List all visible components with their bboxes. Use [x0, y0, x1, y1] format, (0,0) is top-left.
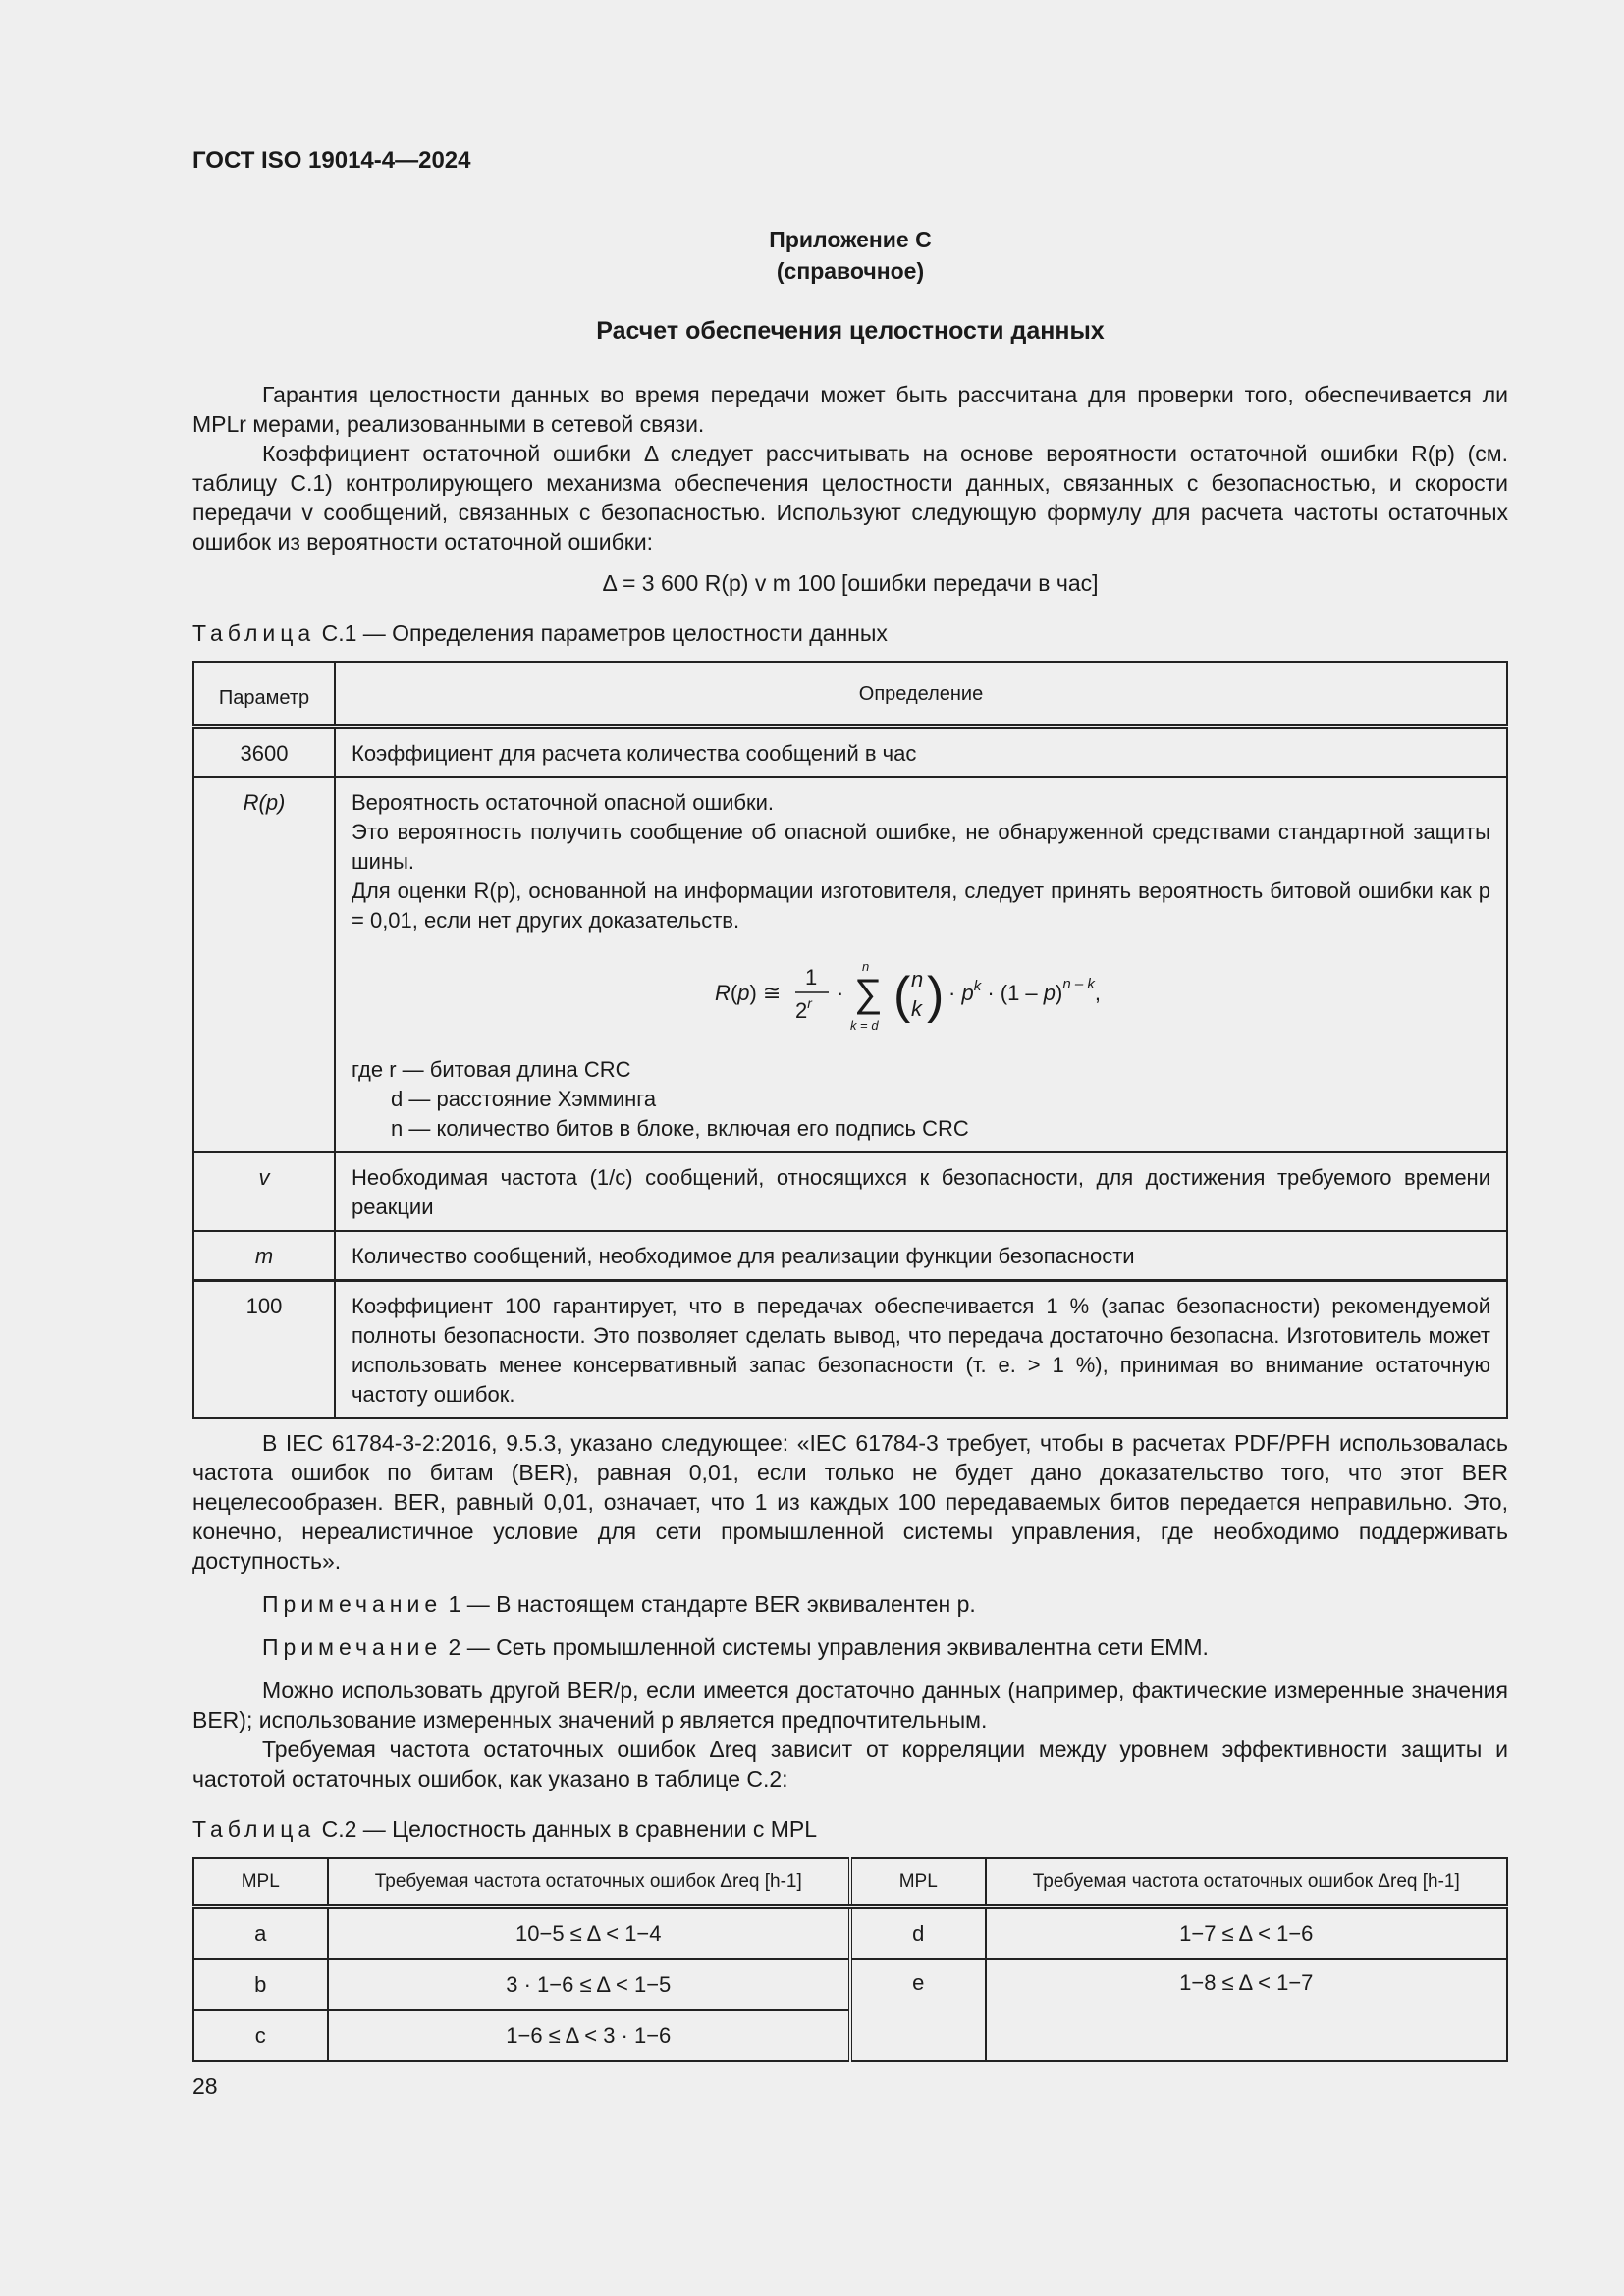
svg-text:n: n	[911, 967, 924, 991]
column-header-required-rate: Требуемая частота остаточных ошибок Δreq [h-1]	[328, 1858, 850, 1907]
svg-text:n: n	[862, 959, 870, 974]
delta-req-paragraph: Требуемая частота остаточных ошибок Δreq зависит от корреляции между уровнем эффективности защиты и частотой остаточных ошибок, как указано в таблице С.2:	[192, 1736, 1508, 1791]
rp-formula	[352, 955, 1490, 1041]
table-c1	[192, 661, 1508, 1419]
column-header-definition: Определение	[335, 662, 1507, 727]
table-row	[193, 777, 1507, 1152]
column-header-required-rate: Требуемая частота остаточных ошибок Δreq [h-1]	[986, 1858, 1507, 1907]
svg-text:1: 1	[805, 965, 818, 989]
rp-detail-2: Для оценки R(p), основанной на информации изготовителя, следует принять вероятность битовой ошибки как p = 0,01, если нет других доказательств.	[352, 879, 1490, 933]
param-cell: 100	[193, 1281, 335, 1419]
required-rate-cell: 3 · 1−6 ≤ Δ < 1−5	[328, 1959, 850, 2010]
page-number: 28	[192, 2073, 218, 2099]
table1-caption-label: Таблица	[192, 620, 316, 646]
section-title: Расчет обеспечения целостности данных	[596, 317, 1105, 345]
svg-text:(: (	[893, 967, 911, 1024]
required-rate-cell: 1−8 ≤ Δ < 1−7	[986, 1959, 1507, 2061]
annex-heading	[192, 224, 1508, 287]
table-row	[193, 1231, 1507, 1281]
column-header-param: Параметр	[193, 662, 335, 727]
table-row	[193, 1152, 1507, 1231]
note-label: Примечание	[262, 1591, 443, 1617]
ber-paragraph: Можно использовать другой BER/p, если имеется достаточно данных (например, фактические измеренные значения BER); использование измеренных значений p является предпочтительным.	[192, 1678, 1508, 1733]
table-c2	[192, 1857, 1508, 2062]
rp-definition: Вероятность остаточной опасной ошибки.	[352, 790, 775, 815]
svg-text:): )	[927, 967, 945, 1024]
definition-cell: Коэффициент 100 гарантирует, что в передачах обеспечивается 1 % (запас безопасности) рекомендуемой полноты безопасности. Это позволяет сделать вывод, что передача достаточно безопасна. Изготовитель может использовать менее консервативный запас безопасности (т. е. > 1 %), принимая во внимание остаточную частоту ошибок.	[335, 1281, 1507, 1419]
table-row	[193, 1959, 1507, 2010]
iec-paragraph: В IEC 61784-3-2:2016, 9.5.3, указано следующее: «IEC 61784-3 требует, чтобы в расчетах PDF/PFH использовалась частота ошибок по битам (BER), равная 0,01, если только не будет дано доказательство того, что этот BER нецелесообразен. BER, равный 0,01, означает, что 1 из каждых 100 передаваемых битов передается неправильно. Это, конечно, нереалистичное условие для сети промышленной системы управления, где необходимо поддерживать доступность».	[192, 1430, 1508, 1574]
rp-formula-graphic	[715, 955, 1127, 1034]
intro-paragraph-2: Коэффициент остаточной ошибки Δ следует рассчитывать на основе вероятности остаточной ошибки R(p) (см. таблицу С.1) контролирующего механизма обеспечения целостности данных, связанных с безопасностью, и скорости передачи v сообщений, связанных с безопасностью. Используют следующую формулу для расчета частоты остаточных ошибок из вероятности остаточной ошибки:	[192, 441, 1508, 555]
required-rate-cell: 1−6 ≤ Δ < 3 · 1−6	[328, 2010, 850, 2061]
column-header-mpl: MPL	[193, 1858, 328, 1907]
annex-title: Приложение С	[769, 227, 932, 252]
table-header-row	[193, 662, 1507, 727]
table1-caption	[192, 618, 888, 648]
column-header-mpl: MPL	[850, 1858, 986, 1907]
table2-caption	[192, 1814, 817, 1843]
table-row	[193, 1907, 1507, 1960]
param-cell	[193, 777, 335, 1152]
annex-type: (справочное)	[776, 258, 925, 284]
note-1-text: 1 — В настоящем стандарте BER эквивалентен p.	[442, 1591, 976, 1617]
svg-text:·: ·	[837, 981, 844, 1005]
table2-caption-label: Таблица	[192, 1816, 316, 1842]
rp-where-n: n — количество битов в блоке, включая его подпись CRC	[391, 1116, 969, 1141]
definition-cell: Необходимая частота (1/с) сообщений, относящихся к безопасности, для достижения требуемого времени реакции	[335, 1152, 1507, 1231]
table2-caption-text: С.2 — Целостность данных в сравнении с MPL	[315, 1816, 818, 1842]
body-block-2	[192, 1428, 1508, 1793]
required-rate-cell: 1−7 ≤ Δ < 1−6	[986, 1907, 1507, 1960]
svg-text:R(p) ≅: R(p) ≅	[715, 981, 782, 1005]
mpl-cell: a	[193, 1907, 328, 1960]
svg-text:2r: 2$^r$	[795, 995, 812, 1023]
rp-where-r: где r — битовая длина CRC	[352, 1057, 631, 1082]
intro-block	[192, 380, 1508, 598]
document-header: ГОСТ ISO 19014-4—2024	[192, 147, 471, 174]
definition-cell: Количество сообщений, необходимое для реализации функции безопасности	[335, 1231, 1507, 1281]
table1-caption-text: С.1 — Определения параметров целостности данных	[315, 620, 888, 646]
residual-error-formula: Δ = 3 600 R(p) v m 100 [ошибки передачи в час]	[602, 570, 1099, 596]
param-cell	[193, 1231, 335, 1281]
mpl-cell: b	[193, 1959, 328, 2010]
param-v: v	[258, 1165, 270, 1190]
note-label: Примечание	[262, 1634, 443, 1660]
note-2-text: 2 — Сеть промышленной системы управления эквивалентна сети EMM.	[442, 1634, 1209, 1660]
mpl-cell: c	[193, 2010, 328, 2061]
svg-text:· pk · (1 – p)n – k,: · $p^k \cdot (1 - p)^{n - k}$,	[948, 976, 1102, 1005]
param-rp: R(p)	[243, 790, 286, 815]
rp-where-d: d — расстояние Хэмминга	[391, 1087, 657, 1111]
svg-text:k: k	[911, 996, 922, 1021]
table-header-row	[193, 1858, 1507, 1907]
param-m: m	[254, 1244, 274, 1268]
definition-cell: Коэффициент для расчета количества сообщений в час	[335, 727, 1507, 778]
param-cell	[193, 1152, 335, 1231]
table-row	[193, 727, 1507, 778]
intro-paragraph-1: Гарантия целостности данных во время передачи может быть рассчитана для проверки того, обеспечивается ли MPLr мерами, реализованными в сетевой связи.	[192, 382, 1508, 437]
note-2	[192, 1632, 1508, 1662]
mpl-cell: d	[850, 1907, 986, 1960]
note-1	[192, 1589, 1508, 1619]
table-row	[193, 1281, 1507, 1419]
mpl-cell: e	[850, 1959, 986, 2061]
definition-cell	[335, 777, 1507, 1152]
param-cell: 3600	[193, 727, 335, 778]
svg-text:∑: ∑	[854, 972, 883, 1015]
rp-detail-1: Это вероятность получить сообщение об опасной ошибке, не обнаруженной средствами стандартной защиты шины.	[352, 820, 1490, 874]
required-rate-cell: 10−5 ≤ Δ < 1−4	[328, 1907, 850, 1960]
svg-text:k = d: k = d	[850, 1018, 879, 1033]
